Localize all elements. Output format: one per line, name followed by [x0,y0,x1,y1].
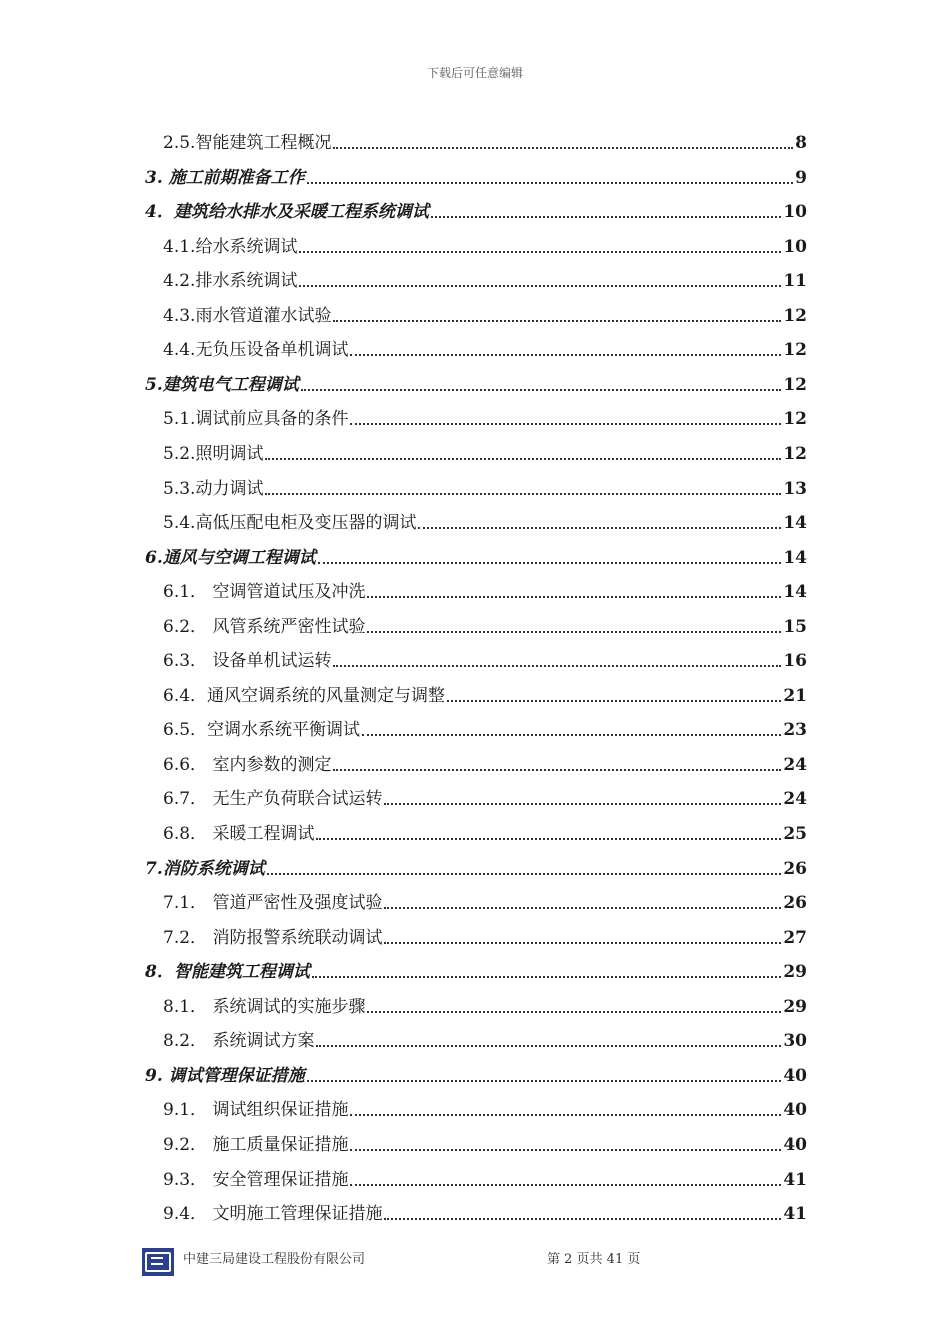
toc-entry[interactable] [163,1086,807,1120]
toc-entry-page: 12 [783,444,807,464]
toc-entry[interactable] [163,430,807,464]
toc-entry-title: 8.2． 系统调试方案 [163,1031,315,1051]
toc-entry-page: 26 [783,893,807,913]
toc-entry-page: 41 [783,1170,807,1190]
toc-entry-page: 16 [783,651,807,671]
toc-entry-title: 6.2． 风管系统严密性试验 [163,617,366,637]
toc-entry[interactable] [163,879,807,913]
toc-entry[interactable] [145,534,807,568]
toc-entry[interactable] [163,292,807,326]
toc-entry-page: 23 [783,720,807,740]
toc-dot-leader [299,237,781,253]
toc-entry[interactable] [163,672,807,706]
toc-entry[interactable] [163,1190,807,1224]
toc-entry[interactable] [163,706,807,740]
toc-dot-leader [333,651,781,667]
toc-entry-title: 5.4.高低压配电柜及变压器的调试 [163,513,417,533]
toc-dot-leader [265,479,781,495]
toc-dot-leader [316,1031,781,1047]
toc-entry[interactable] [163,499,807,533]
toc-entry[interactable] [145,154,807,188]
toc-dot-leader [384,893,781,909]
toc-entry-page: 10 [783,237,807,257]
toc-entry-title: 5.建筑电气工程调试 [145,375,299,395]
toc-dot-leader [333,133,793,149]
header-note: 下载后可任意编辑 [426,66,523,80]
toc-dot-leader [307,168,793,184]
toc-entry-title: 7.消防系统调试 [145,859,265,879]
footer-company: 中建三局建设工程股份有限公司 [183,1252,366,1267]
toc-entry-page: 12 [783,409,807,429]
toc-dot-leader [307,1066,782,1082]
toc-entry-page: 14 [783,548,807,568]
toc-entry-page: 21 [783,686,807,706]
toc-entry-title: 3. 施工前期准备工作 [145,168,305,188]
toc-dot-leader [299,271,781,287]
toc-dot-leader [316,824,781,840]
toc-entry-title: 8.1． 系统调试的实施步骤 [163,997,366,1017]
toc-dot-leader [333,306,781,322]
page-footer [142,1240,642,1278]
toc-entry-title: 5.2.照明调试 [163,444,264,464]
toc-entry-page: 12 [783,340,807,360]
cscec-logo-icon [142,1248,174,1276]
toc-dot-leader [301,375,782,391]
toc-entry-title: 4.1.给水系统调试 [163,237,298,257]
toc-entry-title: 6.5．空调水系统平衡调试 [163,720,361,740]
toc-entry-title: 6.6． 室内参数的测定 [163,755,332,775]
toc-entry-title: 9.1． 调试组织保证措施 [163,1100,349,1120]
toc-dot-leader [312,962,781,978]
toc-entry[interactable] [163,775,807,809]
toc-dot-leader [350,1100,781,1116]
toc-entry[interactable] [163,223,807,257]
toc-entry-title: 4.2.排水系统调试 [163,271,298,291]
toc-entry[interactable] [163,637,807,671]
toc-dot-leader [333,755,781,771]
toc-entry-title: 4.3.雨水管道灌水试验 [163,306,332,326]
toc-dot-leader [265,444,781,460]
toc-entry-page: 30 [783,1031,807,1051]
toc-entry-page: 41 [783,1204,807,1224]
toc-entry-title: 8．智能建筑工程调试 [145,962,310,982]
toc-entry[interactable] [163,741,807,775]
toc-dot-leader [350,409,781,425]
toc-entry-title: 6.7． 无生产负荷联合试运转 [163,789,383,809]
toc-entry-page: 15 [783,617,807,637]
toc-dot-leader [384,789,781,805]
toc-entry-title: 7.1． 管道严密性及强度试验 [163,893,383,913]
toc-entry-title: 6.4．通风空调系统的风量测定与调整 [163,686,446,706]
toc-entry-page: 29 [783,962,807,982]
toc-entry-page: 13 [783,479,807,499]
toc-entry-title: 4．建筑给水排水及采暖工程系统调试 [145,202,429,222]
toc-entry-page: 8 [795,133,807,153]
toc-entry-title: 5.3.动力调试 [163,479,264,499]
footer-page-info: 第 2 页共 41 页 [547,1252,641,1267]
toc-dot-leader [318,548,782,564]
toc-dot-leader [384,928,781,944]
toc-entry-title: 6.通风与空调工程调试 [145,548,316,568]
toc-entry-page: 9 [795,168,807,188]
toc-entry-page: 14 [783,513,807,533]
toc-entry-title: 9.4． 文明施工管理保证措施 [163,1204,383,1224]
toc-entry-title: 6.1． 空调管道试压及冲洗 [163,582,366,602]
toc-entry[interactable] [163,1121,807,1155]
toc-entry-page: 29 [783,997,807,1017]
toc-dot-leader [350,1135,781,1151]
toc-entry-page: 10 [783,202,807,222]
toc-entry-page: 40 [783,1100,807,1120]
toc-entry-title: 4.4.无负压设备单机调试 [163,340,349,360]
toc-entry[interactable] [163,914,807,948]
toc-entry-title: 9.3． 安全管理保证措施 [163,1170,349,1190]
toc-entry[interactable] [163,465,807,499]
toc-entry[interactable] [145,188,807,222]
toc-entry-page: 12 [783,375,807,395]
toc-dot-leader [418,513,781,529]
toc-entry-page: 26 [783,859,807,879]
toc-dot-leader [350,1170,781,1186]
toc-entry-page: 27 [783,928,807,948]
toc-entry[interactable] [163,810,807,844]
toc-entry-title: 2.5.智能建筑工程概况 [163,133,332,153]
toc-entry[interactable] [163,983,807,1017]
toc-entry-title: 5.1.调试前应具备的条件 [163,409,349,429]
toc-entry-title: 7.2． 消防报警系统联动调试 [163,928,383,948]
toc-entry-page: 14 [783,582,807,602]
toc-dot-leader [362,720,781,736]
toc-entry[interactable] [145,361,807,395]
toc-entry[interactable] [163,119,807,153]
toc-entry[interactable] [163,1017,807,1051]
toc-entry-title: 6.3． 设备单机试运转 [163,651,332,671]
toc-entry[interactable] [145,948,807,982]
toc-entry-page: 24 [783,789,807,809]
toc-entry-page: 24 [783,755,807,775]
toc-dot-leader [384,1204,781,1220]
toc-entry-page: 11 [783,271,807,291]
toc-entry-page: 40 [783,1135,807,1155]
toc-entry[interactable] [163,326,807,360]
toc-entry-title: 9.2． 施工质量保证措施 [163,1135,349,1155]
toc-entry[interactable] [163,603,807,637]
toc-entry[interactable] [163,568,807,602]
toc-entry-page: 25 [783,824,807,844]
toc-dot-leader [447,686,781,702]
toc-dot-leader [367,617,781,633]
toc-entry[interactable] [163,257,807,291]
toc-dot-leader [267,859,782,875]
toc-entry-title: 9. 调试管理保证措施 [145,1066,305,1086]
toc-entry-title: 6.8． 采暖工程调试 [163,824,315,844]
toc-entry[interactable] [145,1052,807,1086]
toc-dot-leader [431,202,782,218]
toc-entry[interactable] [163,395,807,429]
toc-dot-leader [367,582,781,598]
toc-entry[interactable] [145,845,807,879]
toc-entry[interactable] [163,1156,807,1190]
toc-entry-page: 40 [783,1066,807,1086]
toc-dot-leader [350,340,781,356]
toc-entry-page: 12 [783,306,807,326]
toc-dot-leader [367,997,781,1013]
